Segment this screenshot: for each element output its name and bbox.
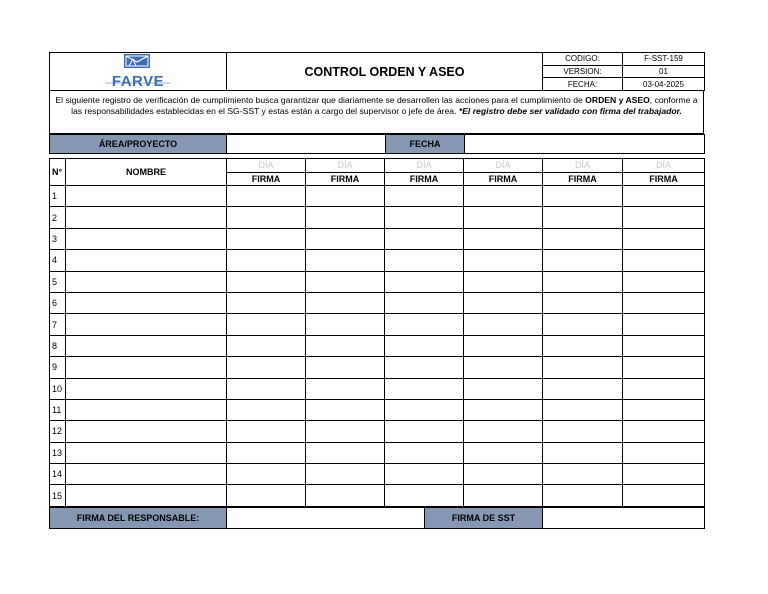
firma-cell-2[interactable] <box>306 207 385 228</box>
firma-cell-3[interactable] <box>385 464 464 485</box>
firma-cell-2[interactable] <box>306 485 385 506</box>
firma-cell-3[interactable] <box>385 399 464 420</box>
fecha-label: FECHA: <box>543 78 623 91</box>
firma-cell-5[interactable] <box>543 314 623 335</box>
firma-cell-6[interactable] <box>623 421 705 442</box>
form-sheet <box>49 52 704 529</box>
firma-cell-2[interactable] <box>306 250 385 271</box>
fecha-value: 03-04-2025 <box>623 78 705 91</box>
row-number: 8 <box>50 335 66 356</box>
table-row <box>50 250 705 271</box>
nombre-header: NOMBRE <box>66 159 227 186</box>
firma-cell-1[interactable] <box>227 485 306 506</box>
firma-cell-5[interactable] <box>543 357 623 378</box>
version-label: VERSION: <box>543 65 623 78</box>
n-header: N° <box>50 159 66 186</box>
firma-cell-1[interactable] <box>227 464 306 485</box>
table-row <box>50 292 705 313</box>
firma-cell-1[interactable] <box>227 271 306 292</box>
firma-cell-6[interactable] <box>623 335 705 356</box>
firma-cell-6[interactable] <box>623 314 705 335</box>
firma-cell-1[interactable] <box>227 399 306 420</box>
firma-cell-5[interactable] <box>543 292 623 313</box>
responsable-label: FIRMA DEL RESPONSABLE: <box>50 507 227 528</box>
firma-cell-3[interactable] <box>385 421 464 442</box>
firma-cell-1[interactable] <box>227 442 306 463</box>
firma-cell-5[interactable] <box>543 464 623 485</box>
firma-cell-6[interactable] <box>623 442 705 463</box>
firma-cell-4[interactable] <box>464 399 543 420</box>
firma-cell-4[interactable] <box>464 314 543 335</box>
firma-cell-2[interactable] <box>306 421 385 442</box>
firma-cell-6[interactable] <box>623 228 705 249</box>
day-header-5[interactable]: DÍA <box>543 159 623 173</box>
row-number: 4 <box>50 250 66 271</box>
firma-cell-4[interactable] <box>464 335 543 356</box>
area-table <box>49 134 705 154</box>
firma-cell-3[interactable] <box>385 442 464 463</box>
table-row <box>50 335 705 356</box>
nombre-cell[interactable] <box>66 250 227 271</box>
firma-header-2: FIRMA <box>306 173 385 186</box>
row-number: 2 <box>50 207 66 228</box>
firma-cell-4[interactable] <box>464 292 543 313</box>
codigo-label: CODIGO: <box>543 53 623 66</box>
firma-cell-5[interactable] <box>543 207 623 228</box>
table-row <box>50 464 705 485</box>
firma-cell-3[interactable] <box>385 250 464 271</box>
firma-cell-1[interactable] <box>227 228 306 249</box>
row-number: 15 <box>50 485 66 506</box>
firma-cell-1[interactable] <box>227 250 306 271</box>
firma-cell-1[interactable] <box>227 335 306 356</box>
firma-cell-5[interactable] <box>543 378 623 399</box>
description-part1: El siguiente registro de verificación de cumplimiento busca garantizar que diariamente se desarrollen las acciones para el cumplimiento de <box>55 95 586 105</box>
nombre-cell[interactable] <box>66 292 227 313</box>
firma-cell-1[interactable] <box>227 357 306 378</box>
table-row <box>50 271 705 292</box>
firma-cell-3[interactable] <box>385 485 464 506</box>
fecha-input[interactable] <box>465 135 705 154</box>
nombre-cell[interactable] <box>66 421 227 442</box>
firma-cell-4[interactable] <box>464 207 543 228</box>
firma-cell-2[interactable] <box>306 442 385 463</box>
firma-cell-6[interactable] <box>623 292 705 313</box>
firma-cell-5[interactable] <box>543 250 623 271</box>
header-table <box>49 52 705 91</box>
firma-cell-6[interactable] <box>623 378 705 399</box>
firma-cell-3[interactable] <box>385 186 464 207</box>
firma-cell-2[interactable] <box>306 335 385 356</box>
table-row <box>50 421 705 442</box>
firma-cell-2[interactable] <box>306 228 385 249</box>
firma-cell-4[interactable] <box>464 378 543 399</box>
footer-table <box>49 507 705 529</box>
table-row <box>50 442 705 463</box>
table-row <box>50 228 705 249</box>
firma-header-6: FIRMA <box>623 173 705 186</box>
table-row <box>50 378 705 399</box>
firma-cell-3[interactable] <box>385 292 464 313</box>
firma-cell-1[interactable] <box>227 314 306 335</box>
nombre-cell[interactable] <box>66 464 227 485</box>
firma-cell-6[interactable] <box>623 357 705 378</box>
firma-cell-6[interactable] <box>623 250 705 271</box>
day-header-3[interactable]: DÍA <box>385 159 464 173</box>
firma-cell-2[interactable] <box>306 186 385 207</box>
table-row <box>50 485 705 506</box>
firma-cell-6[interactable] <box>623 186 705 207</box>
firma-cell-1[interactable] <box>227 292 306 313</box>
firma-cell-5[interactable] <box>543 335 623 356</box>
firma-cell-3[interactable] <box>385 207 464 228</box>
firma-cell-5[interactable] <box>543 421 623 442</box>
codigo-value: F-SST-159 <box>623 53 705 66</box>
day-header-6[interactable]: DÍA <box>623 159 705 173</box>
day-header-4[interactable]: DÍA <box>464 159 543 173</box>
firma-cell-3[interactable] <box>385 314 464 335</box>
row-number: 6 <box>50 292 66 313</box>
firma-cell-5[interactable] <box>543 442 623 463</box>
row-number: 12 <box>50 421 66 442</box>
firma-cell-1[interactable] <box>227 378 306 399</box>
nombre-cell[interactable] <box>66 228 227 249</box>
firma-cell-2[interactable] <box>306 399 385 420</box>
firma-cell-6[interactable] <box>623 399 705 420</box>
firma-cell-4[interactable] <box>464 250 543 271</box>
page-title: CONTROL ORDEN Y ASEO <box>227 53 543 91</box>
firma-cell-3[interactable] <box>385 228 464 249</box>
description-block <box>49 91 704 134</box>
row-number: 7 <box>50 314 66 335</box>
nombre-cell[interactable] <box>66 335 227 356</box>
nombre-cell[interactable] <box>66 442 227 463</box>
sst-label: FIRMA DE SST <box>425 507 543 528</box>
nombre-cell[interactable] <box>66 186 227 207</box>
firma-cell-6[interactable] <box>623 207 705 228</box>
nombre-cell[interactable] <box>66 314 227 335</box>
logo-cell <box>50 53 227 91</box>
firma-cell-5[interactable] <box>543 228 623 249</box>
firma-cell-2[interactable] <box>306 314 385 335</box>
row-number: 13 <box>50 442 66 463</box>
table-row <box>50 186 705 207</box>
firma-cell-1[interactable] <box>227 186 306 207</box>
day-header-1[interactable]: DÍA <box>227 159 306 173</box>
row-number: 1 <box>50 186 66 207</box>
firma-cell-6[interactable] <box>623 485 705 506</box>
nombre-cell[interactable] <box>66 378 227 399</box>
attendance-grid <box>49 158 705 507</box>
firma-cell-1[interactable] <box>227 207 306 228</box>
row-number: 10 <box>50 378 66 399</box>
firma-cell-3[interactable] <box>385 357 464 378</box>
firma-header-4: FIRMA <box>464 173 543 186</box>
logo-text: FARVE <box>111 73 165 90</box>
responsable-signature[interactable] <box>227 507 425 528</box>
nombre-cell[interactable] <box>66 207 227 228</box>
row-number: 5 <box>50 271 66 292</box>
firma-cell-1[interactable] <box>227 421 306 442</box>
firma-cell-5[interactable] <box>543 271 623 292</box>
row-number: 3 <box>50 228 66 249</box>
firma-cell-4[interactable] <box>464 464 543 485</box>
firma-cell-4[interactable] <box>464 442 543 463</box>
firma-header-3: FIRMA <box>385 173 464 186</box>
firma-cell-2[interactable] <box>306 271 385 292</box>
area-label: ÁREA/PROYECTO <box>50 135 227 154</box>
table-row <box>50 399 705 420</box>
nombre-cell[interactable] <box>66 485 227 506</box>
firma-cell-5[interactable] <box>543 399 623 420</box>
table-row <box>50 207 705 228</box>
row-number: 14 <box>50 464 66 485</box>
firma-cell-6[interactable] <box>623 464 705 485</box>
description-part2: , conforme a las responsabilidades establecidas en el SG-SST y estas están a cargo del supervisor o jefe de área. <box>71 95 698 116</box>
firma-cell-4[interactable] <box>464 228 543 249</box>
firma-cell-5[interactable] <box>543 485 623 506</box>
nombre-cell[interactable] <box>66 271 227 292</box>
firma-cell-3[interactable] <box>385 335 464 356</box>
firma-cell-4[interactable] <box>464 357 543 378</box>
firma-cell-3[interactable] <box>385 271 464 292</box>
firma-header-5: FIRMA <box>543 173 623 186</box>
day-header-2[interactable]: DÍA <box>306 159 385 173</box>
table-row <box>50 357 705 378</box>
firma-cell-2[interactable] <box>306 378 385 399</box>
firma-cell-5[interactable] <box>543 186 623 207</box>
firma-cell-4[interactable] <box>464 421 543 442</box>
firma-cell-2[interactable] <box>306 357 385 378</box>
nombre-cell[interactable] <box>66 357 227 378</box>
firma-cell-4[interactable] <box>464 271 543 292</box>
firma-cell-3[interactable] <box>385 378 464 399</box>
version-value: 01 <box>623 65 705 78</box>
firma-cell-2[interactable] <box>306 292 385 313</box>
row-number: 9 <box>50 357 66 378</box>
firma-cell-2[interactable] <box>306 464 385 485</box>
firma-cell-4[interactable] <box>464 485 543 506</box>
firma-cell-6[interactable] <box>623 271 705 292</box>
nombre-cell[interactable] <box>66 399 227 420</box>
fecha-field-label: FECHA <box>386 135 465 154</box>
sst-signature[interactable] <box>543 507 705 528</box>
firma-cell-4[interactable] <box>464 186 543 207</box>
description-note: *El registro debe ser validado con firma del trabajador. <box>458 106 682 116</box>
row-number: 11 <box>50 399 66 420</box>
firma-header-1: FIRMA <box>227 173 306 186</box>
description-bold: ORDEN y ASEO <box>585 95 650 105</box>
table-row <box>50 314 705 335</box>
area-input[interactable] <box>227 135 386 154</box>
